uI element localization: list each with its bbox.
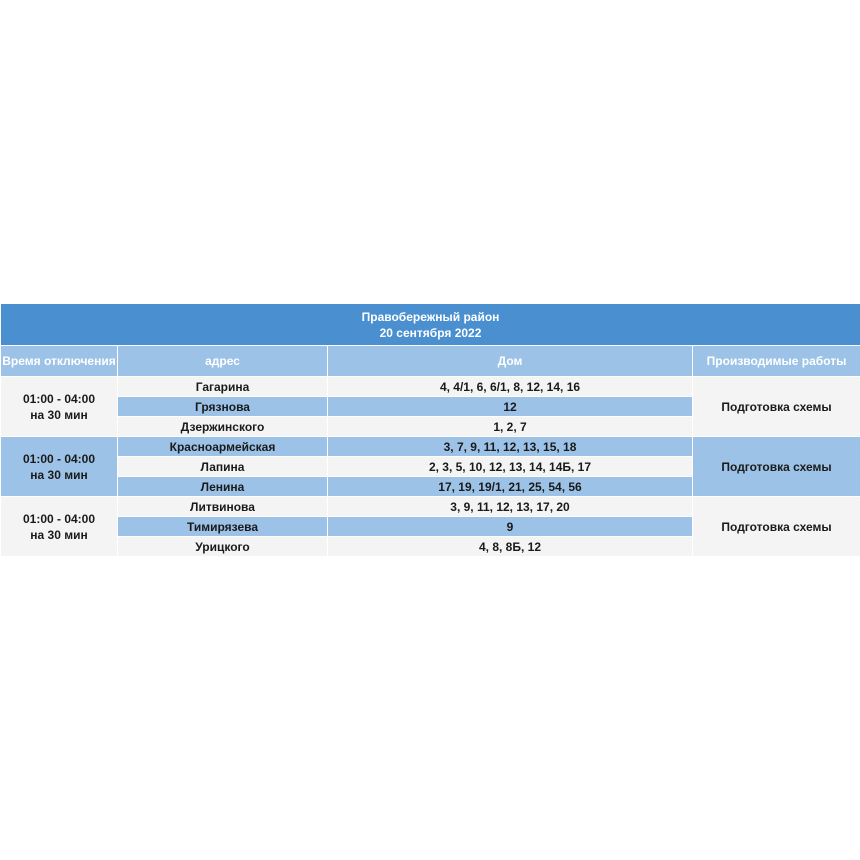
houses-cell: 3, 7, 9, 11, 12, 13, 15, 18 [328, 437, 693, 457]
houses-cell: 12 [328, 397, 693, 417]
table-row [1, 437, 860, 457]
outage-time: 01:00 - 04:00 [22, 451, 96, 466]
work-cell: Подготовка схемы [693, 377, 860, 437]
houses-cell: 4, 4/1, 6, 6/1, 8, 12, 14, 16 [328, 377, 693, 397]
street-cell: Красноармейская [118, 437, 328, 457]
outage-schedule-table [0, 303, 860, 557]
street-cell: Гагарина [118, 377, 328, 397]
street-cell: Лапина [118, 457, 328, 477]
street-cell: Дзержинского [118, 417, 328, 437]
outage-duration: на 30 мин [30, 467, 88, 482]
outage-time-cell [1, 497, 118, 557]
outage-duration: на 30 мин [30, 527, 88, 542]
header-work: Производимые работы [693, 346, 860, 377]
outage-time-cell [1, 437, 118, 497]
work-cell: Подготовка схемы [693, 497, 860, 557]
table-row [1, 497, 860, 517]
street-cell: Грязнова [118, 397, 328, 417]
houses-cell: 2, 3, 5, 10, 12, 13, 14, 14Б, 17 [328, 457, 693, 477]
district-name: Правобережный район [361, 309, 500, 324]
header-house: Дом [328, 346, 693, 377]
houses-cell: 1, 2, 7 [328, 417, 693, 437]
outage-time: 01:00 - 04:00 [22, 511, 96, 526]
houses-cell: 9 [328, 517, 693, 537]
table-title [1, 304, 860, 346]
street-cell: Ленина [118, 477, 328, 497]
work-cell: Подготовка схемы [693, 437, 860, 497]
table-row [1, 377, 860, 397]
street-cell: Урицкого [118, 537, 328, 557]
outage-time-cell [1, 377, 118, 437]
header-time: Время отключения [1, 346, 118, 377]
header-row [1, 346, 860, 377]
houses-cell: 4, 8, 8Б, 12 [328, 537, 693, 557]
header-address: адрес [118, 346, 328, 377]
outage-time: 01:00 - 04:00 [22, 391, 96, 406]
houses-cell: 3, 9, 11, 12, 13, 17, 20 [328, 497, 693, 517]
houses-cell: 17, 19, 19/1, 21, 25, 54, 56 [328, 477, 693, 497]
schedule-date: 20 сентября 2022 [379, 325, 482, 340]
street-cell: Литвинова [118, 497, 328, 517]
street-cell: Тимирязева [118, 517, 328, 537]
outage-duration: на 30 мин [30, 407, 88, 422]
schedule-container [0, 303, 860, 557]
